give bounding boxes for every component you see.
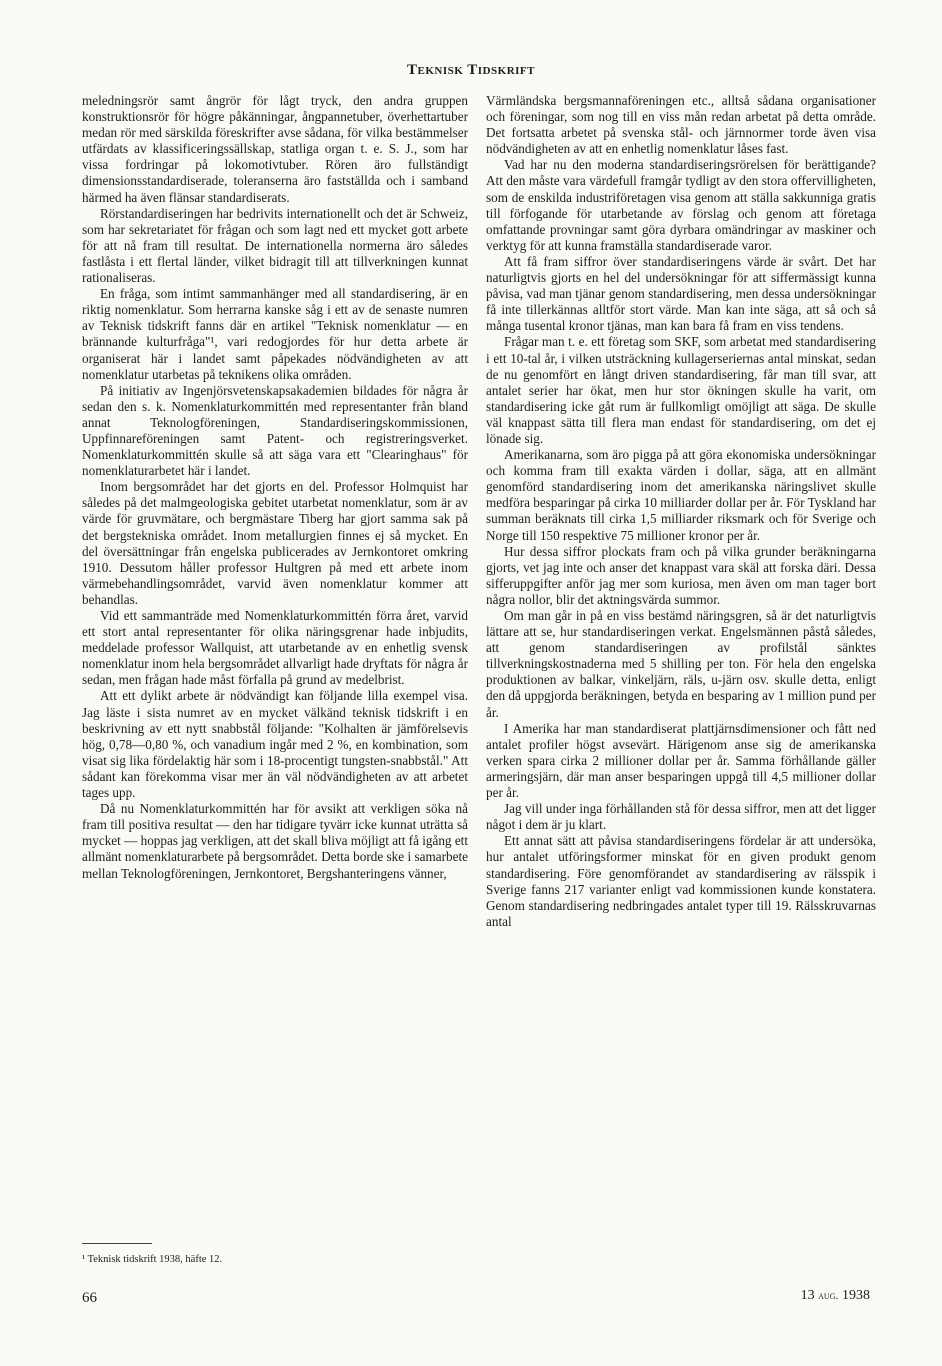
paragraph: Att få fram siffror över standardiseringens värde är svårt. Det har naturligtvis gjorts en hel del undersökningar för att siffermässigt kunna påvisa, vad man tjänar genom standardisering, men dessa undersökningar få inte tillerkännas alltför stort värde. Man kan inte säga, att så och så många tusental kronor tjänas, man kan bara få fram en viss tendens. [486, 253, 876, 334]
paragraph: En fråga, som intimt sammanhänger med all standardisering, är en riktig nomenklatur. Som herrarna kanske såg i ett av de senaste numren av Teknisk tidskrift fanns där en artikel "Teknisk nomenklatur — en brännande kulturfråga"¹, vari redogjordes för hur detta arbete är organiserat här i landet samt påpekades nödvändigheten av att nomenklatur utarbetas på teknikens olika områden. [82, 286, 468, 382]
journal-header: Teknisk Tidskrift [407, 62, 535, 78]
paragraph: Värmländska bergsmannaföreningen etc., alltså sådana organisationer och föreningar, som nog till en viss mån redan arbetat på detta område. Det fortsatta arbetet på svenska stål- och järnnormer torde även visa nödvändigheten av att en enhetlig nomenklatur låses fast. [486, 93, 876, 157]
paragraph: På initiativ av Ingenjörsvetenskapsakademien bildades för några år sedan den s. k. Nomenklaturkommittén med representanter från bland annat Teknologföreningen, Standardiseringskommissionen, Uppfinnareföreningen samt Patent- och registreringsverket. Nomenklaturkommittén skulle så att säga vara ett "Clearinghaus" för nomenklaturarbetet här i landet. [82, 382, 468, 479]
left-column [82, 93, 468, 882]
right-column [486, 93, 876, 930]
paragraph: Då nu Nomenklaturkommittén har för avsikt att verkligen söka nå fram till positiva resultat — den har tidigare tyvärr icke kunnat uträtta så mycket — hoppas jag verkligen, att det skall bliva möjligt att få igång ett allmänt nomenklaturarbete på bergsområdet. Detta borde ske i samarbete mellan Teknologföreningen, Jernkontoret, Bergshanteringens vänner, [82, 801, 469, 881]
footnote: ¹ Teknisk tidskrift 1938, häfte 12. [82, 1254, 223, 1265]
paragraph: Hur dessa siffror plockats fram och på vilka grunder beräkningarna gjorts, vet jag inte och anser det knappast vara skäl att forska däri. Dessa sifferuppgifter anför jag mer som kuriosa, men även om man tager bort några nollor, blir det aktningsvärda summor. [486, 543, 876, 607]
footnote-divider [82, 1243, 152, 1244]
paragraph: Rörstandardiseringen har bedrivits internationellt och det är Schweiz, som har sekretariatet för frågan och som lagt ned ett mycket gott arbete för att nå fram till resultat. De internationella normerna äro således fastlåsta i ett flertal länder, vilket bidragit till att tillverkningen kunnat rationaliseras. [82, 205, 468, 286]
paragraph: Vid ett sammanträde med Nomenklaturkommittén förra året, varvid ett stort antal representanter för olika näringsgrenar hade inbjudits, meddelade professor Wallquist, att utarbetande av en enhetlig svensk nomenklatur inom hela bergsområdet allvarligt hade dryftats för några år sedan, men frågan hade måst förfalla på grund av medelbrist. [82, 608, 468, 688]
paragraph: Frågar man t. e. ett företag som SKF, som arbetat med standardisering i ett 10-tal år, i vilken utsträckning kullagerseriernas antal minskat, sedan de nu genomfört en långt driven standardisering, får man till svar, att antalet serier har ökat, men hur stor ökningen skulle ha varit, om standardisering icke gåt rum är fullkomligt omöjligt att säga. De skulle väl knappast sätta till flera man endast för standardisering, om det ej lönade sig. [486, 334, 876, 446]
paragraph: Vad har nu den moderna standardiseringsrörelsen för berättigande? Att den måste vara värdefull framgår tydligt av den stora offervilligheten, som de enskilda industriföretagen visa genom att ställa sakkunniga gratis till förfogande för utarbetande av förslag och genom att företaga omfattande provningar samt göra dyrbara omändringar av maskiner och verktyg för att kunna framställa standardiserade varor. [486, 157, 876, 253]
paragraph: Ett annat sätt att påvisa standardiseringens fördelar är att undersöka, hur antalet utföringsformer minskat för en given produkt genom standardisering. Före genomförandet av standardisering av rälsspik i Sverige fanns 217 varianter enligt vad kommissionen kunde konstatera. Genom standardisering nedbringades antalet typer till 19. Rälsskruvarnas antal [486, 833, 876, 929]
paragraph: Om man går in på en viss bestämd näringsgren, så är det naturligtvis lättare att se, hur standardiseringen verkat. Engelsmännen påstå således, att genom standardiseringen av profilstål sänktes tillverkningskostnaderna med 5 shilling per ton. För hela den engelska produktionen av balkar, vinkeljärn, räls, u-järn osv. skulle detta, enligt den då uppgjorda beräkningen, betyda en besparing av 1 million pund per år. [486, 608, 876, 720]
date-month: aug. [818, 1288, 839, 1302]
date-year: 1938 [842, 1288, 870, 1303]
paragraph: Jag vill under inga förhållanden stå för dessa siffror, men att det ligger något i dem är ju klart. [486, 801, 876, 833]
paragraph: Amerikanarna, som äro pigga på att göra ekonomiska undersökningar och komma fram till exakta värden i dollar, säga, att en allmänt genomförd standardisering inom det amerikanska näringslivet skulle medföra besparingar på cirka 10 milliarder dollar per år. För Tyskland har summan beräknats till cirka 1,5 milliarder riksmark och för Sverige och Norge till 150 respektive 75 millioner kronor per år. [486, 447, 876, 543]
paragraph: Att ett dylikt arbete är nödvändigt kan följande lilla exempel visa. Jag läste i sista numret av en mycket välkänd teknisk tidskrift i en beskrivning av ett nytt snabbstål följande: "Kolhalten är jämförelsevis hög, 0,78—0,80 %, och vanadium ingår med 2 %, en kombination, som visat sig lika fördelaktig här som i 18-procentigt tungsten-snabbstål." Att sådant kan förekomma visar mer än väl nödvändigheten av att arbetet tages upp. [82, 688, 468, 801]
date-day: 13 [800, 1288, 815, 1303]
paragraph: I Amerika har man standardiserat plattjärnsdimensioner och fått ned antalet profiler högst avsevärt. Härigenom anse sig de amerikanska verken spara cirka 2 millioner dollar per år. Samma förhållande gäller armeringsjärn, där man anser besparingen uppgå till 4,5 millioner dollar per år. [486, 720, 876, 801]
paragraph: meledningsrör samt ångrör för lågt tryck, den andra gruppen konstruktionsrör för högre påkänningar, ångpannetuber, överhettartuber medan rör med särskilda föreskrifter avse sådana, för vilka bestämmelser utfärdats av klassificeringssällskap, statliga organ t. e. S. J., som har vissa fordringar på lokomotivtuber. Rören äro fullständigt dimensionsstandardiserade, toleranserna äro fastställda och i samband härmed ha även flänsar standardiserats. [82, 93, 468, 205]
paragraph: Inom bergsområdet har det gjorts en del. Professor Holmquist har således på det malmgeologiska gebitet utarbetat nomenklatur, som är av värde för gruvmätare, och bergmästare Tiberg har gjort samma sak på det bergstekniska området. Inom metallurgien finnes ej så mycket. En del översättningar från engelska publicerades av Jernkontoret omkring 1910. Dessutom håller professor Hultgren på med ett arbete inom värmebehandlingsområdet, varvid även nomenklatur kommer att behandlas. [82, 479, 468, 607]
page-number: 66 [82, 1290, 97, 1306]
issue-date [801, 1288, 870, 1304]
